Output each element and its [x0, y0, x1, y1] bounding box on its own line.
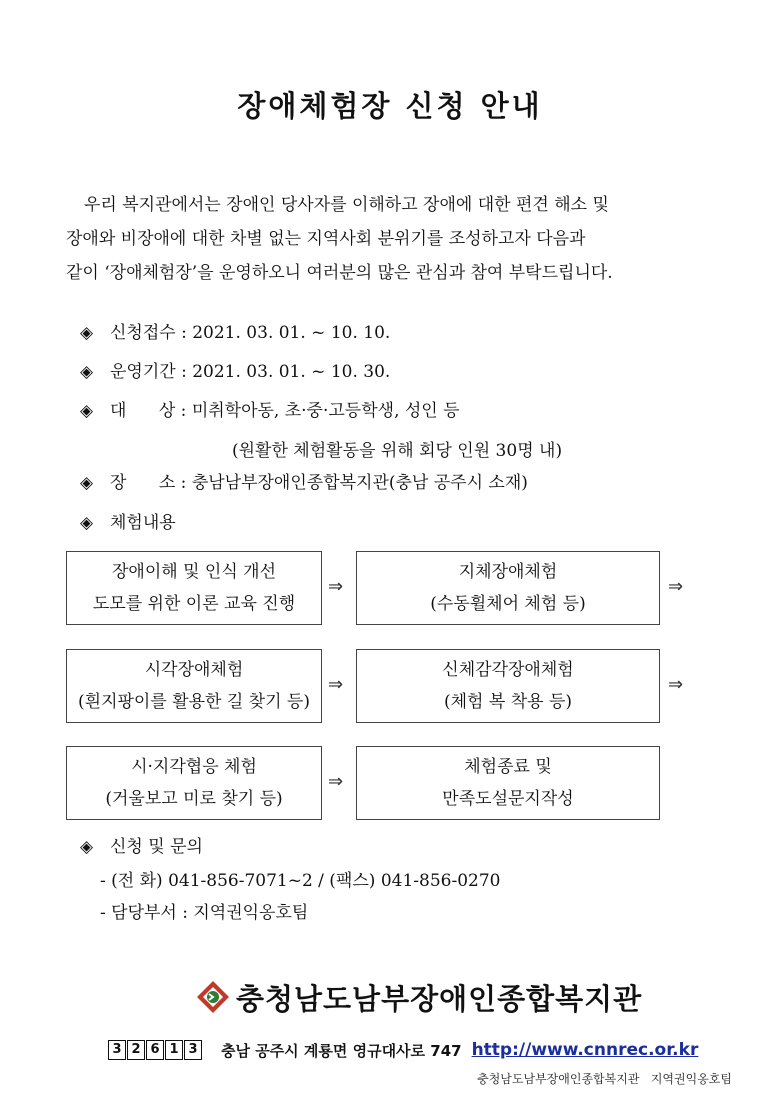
step-line: 장애이해 및 인식 개선 — [111, 562, 276, 582]
diamond-bullet-icon: ◈ — [80, 362, 94, 382]
diamond-bullet-icon: ◈ — [80, 513, 94, 533]
step-box — [356, 551, 660, 625]
postal-code — [108, 1040, 203, 1060]
step-box — [356, 746, 660, 820]
info-label: 장 소 : — [110, 473, 192, 493]
info-item-operation-period — [80, 357, 390, 382]
step-line: 체험종료 및 — [464, 757, 552, 777]
postal-digit: 1 — [165, 1040, 183, 1060]
diamond-bullet-icon: ◈ — [80, 323, 94, 343]
step-line: (흰지팡이를 활용한 길 찾기 등) — [78, 692, 310, 712]
diamond-bullet-icon: ◈ — [80, 837, 94, 857]
postal-digit: 3 — [108, 1040, 126, 1060]
info-note: (원활한 체험활동을 위해 회당 인원 30명 내) — [232, 441, 563, 461]
postal-digit: 2 — [127, 1040, 145, 1060]
info-label: 대 상 : — [110, 401, 192, 421]
cnnrec-logo-icon — [196, 980, 230, 1014]
intro-line: 장애와 비장애에 대한 차별 없는 지역사회 분위기를 조성하고자 다음과 — [66, 229, 586, 249]
step-box — [66, 649, 322, 723]
info-label: 신청접수 : — [110, 323, 193, 343]
step-box — [66, 551, 322, 625]
info-item-application-period — [80, 318, 390, 343]
diamond-bullet-icon: ◈ — [80, 473, 94, 493]
info-value: 미취학아동, 초·중·고등학생, 성인 등 — [191, 401, 460, 421]
street-address: 충남 공주시 계룡면 영규대사로 747 — [221, 1041, 462, 1060]
right-arrow-icon: ⇒ — [668, 576, 684, 597]
info-label: 운영기간 : — [110, 362, 193, 382]
info-item-target — [80, 396, 460, 421]
contact-phone: - (전 화) 041-856-7071~2 / (팩스) 041-856-0270 — [100, 871, 501, 891]
organization-name: 충청남도남부장애인종합복지관 — [236, 981, 643, 1016]
info-value: 2021. 03. 01. ~ 10. 10. — [192, 323, 391, 343]
page-title: 장애체험장 신청 안내 — [237, 89, 543, 123]
step-box — [356, 649, 660, 723]
right-arrow-icon: ⇒ — [328, 771, 344, 792]
step-line: (거울보고 미로 찾기 등) — [105, 789, 283, 809]
step-line: (수동휠체어 체험 등) — [430, 594, 586, 614]
contact-department: - 담당부서 : 지역권익옹호팀 — [100, 903, 309, 923]
address-line — [108, 1038, 698, 1062]
info-item-location — [80, 468, 528, 493]
right-arrow-icon: ⇒ — [328, 674, 344, 695]
contact-heading-label: 신청 및 문의 — [110, 837, 203, 857]
diamond-bullet-icon: ◈ — [80, 401, 94, 421]
info-value: 2021. 03. 01. ~ 10. 30. — [192, 362, 391, 382]
step-line: 신체감각장애체험 — [442, 660, 574, 680]
info-item-program-content — [80, 508, 176, 533]
step-line: 시각장애체험 — [144, 660, 244, 680]
step-line: 만족도설문지작성 — [442, 789, 574, 809]
step-line: (체험 복 착용 등) — [443, 692, 572, 712]
right-arrow-icon: ⇒ — [328, 576, 344, 597]
contact-heading — [80, 832, 203, 857]
postal-digit: 3 — [184, 1040, 202, 1060]
intro-line: 같이 ‘장애체험장’을 운영하오니 여러분의 많은 관심과 참여 부탁드립니다. — [66, 263, 613, 283]
step-box — [66, 746, 322, 820]
step-line: 시·지각협응 체험 — [131, 757, 257, 777]
footer-text: 충청남도남부장애인종합복지관 지역권익옹호팀 — [477, 1072, 732, 1086]
organization-header — [196, 975, 642, 1019]
info-value: 충남남부장애인종합복지관(충남 공주시 소재) — [191, 473, 528, 493]
right-arrow-icon: ⇒ — [668, 674, 684, 695]
intro-paragraph — [66, 188, 716, 290]
step-line: 도모를 위한 이론 교육 진행 — [92, 594, 296, 614]
postal-digit: 6 — [146, 1040, 164, 1060]
step-line: 지체장애체험 — [458, 562, 558, 582]
website-link[interactable]: http://www.cnnrec.or.kr — [471, 1040, 699, 1060]
intro-line: 우리 복지관에서는 장애인 당사자를 이해하고 장애에 대한 편견 해소 및 — [84, 195, 609, 215]
info-label: 체험내용 — [110, 513, 176, 533]
